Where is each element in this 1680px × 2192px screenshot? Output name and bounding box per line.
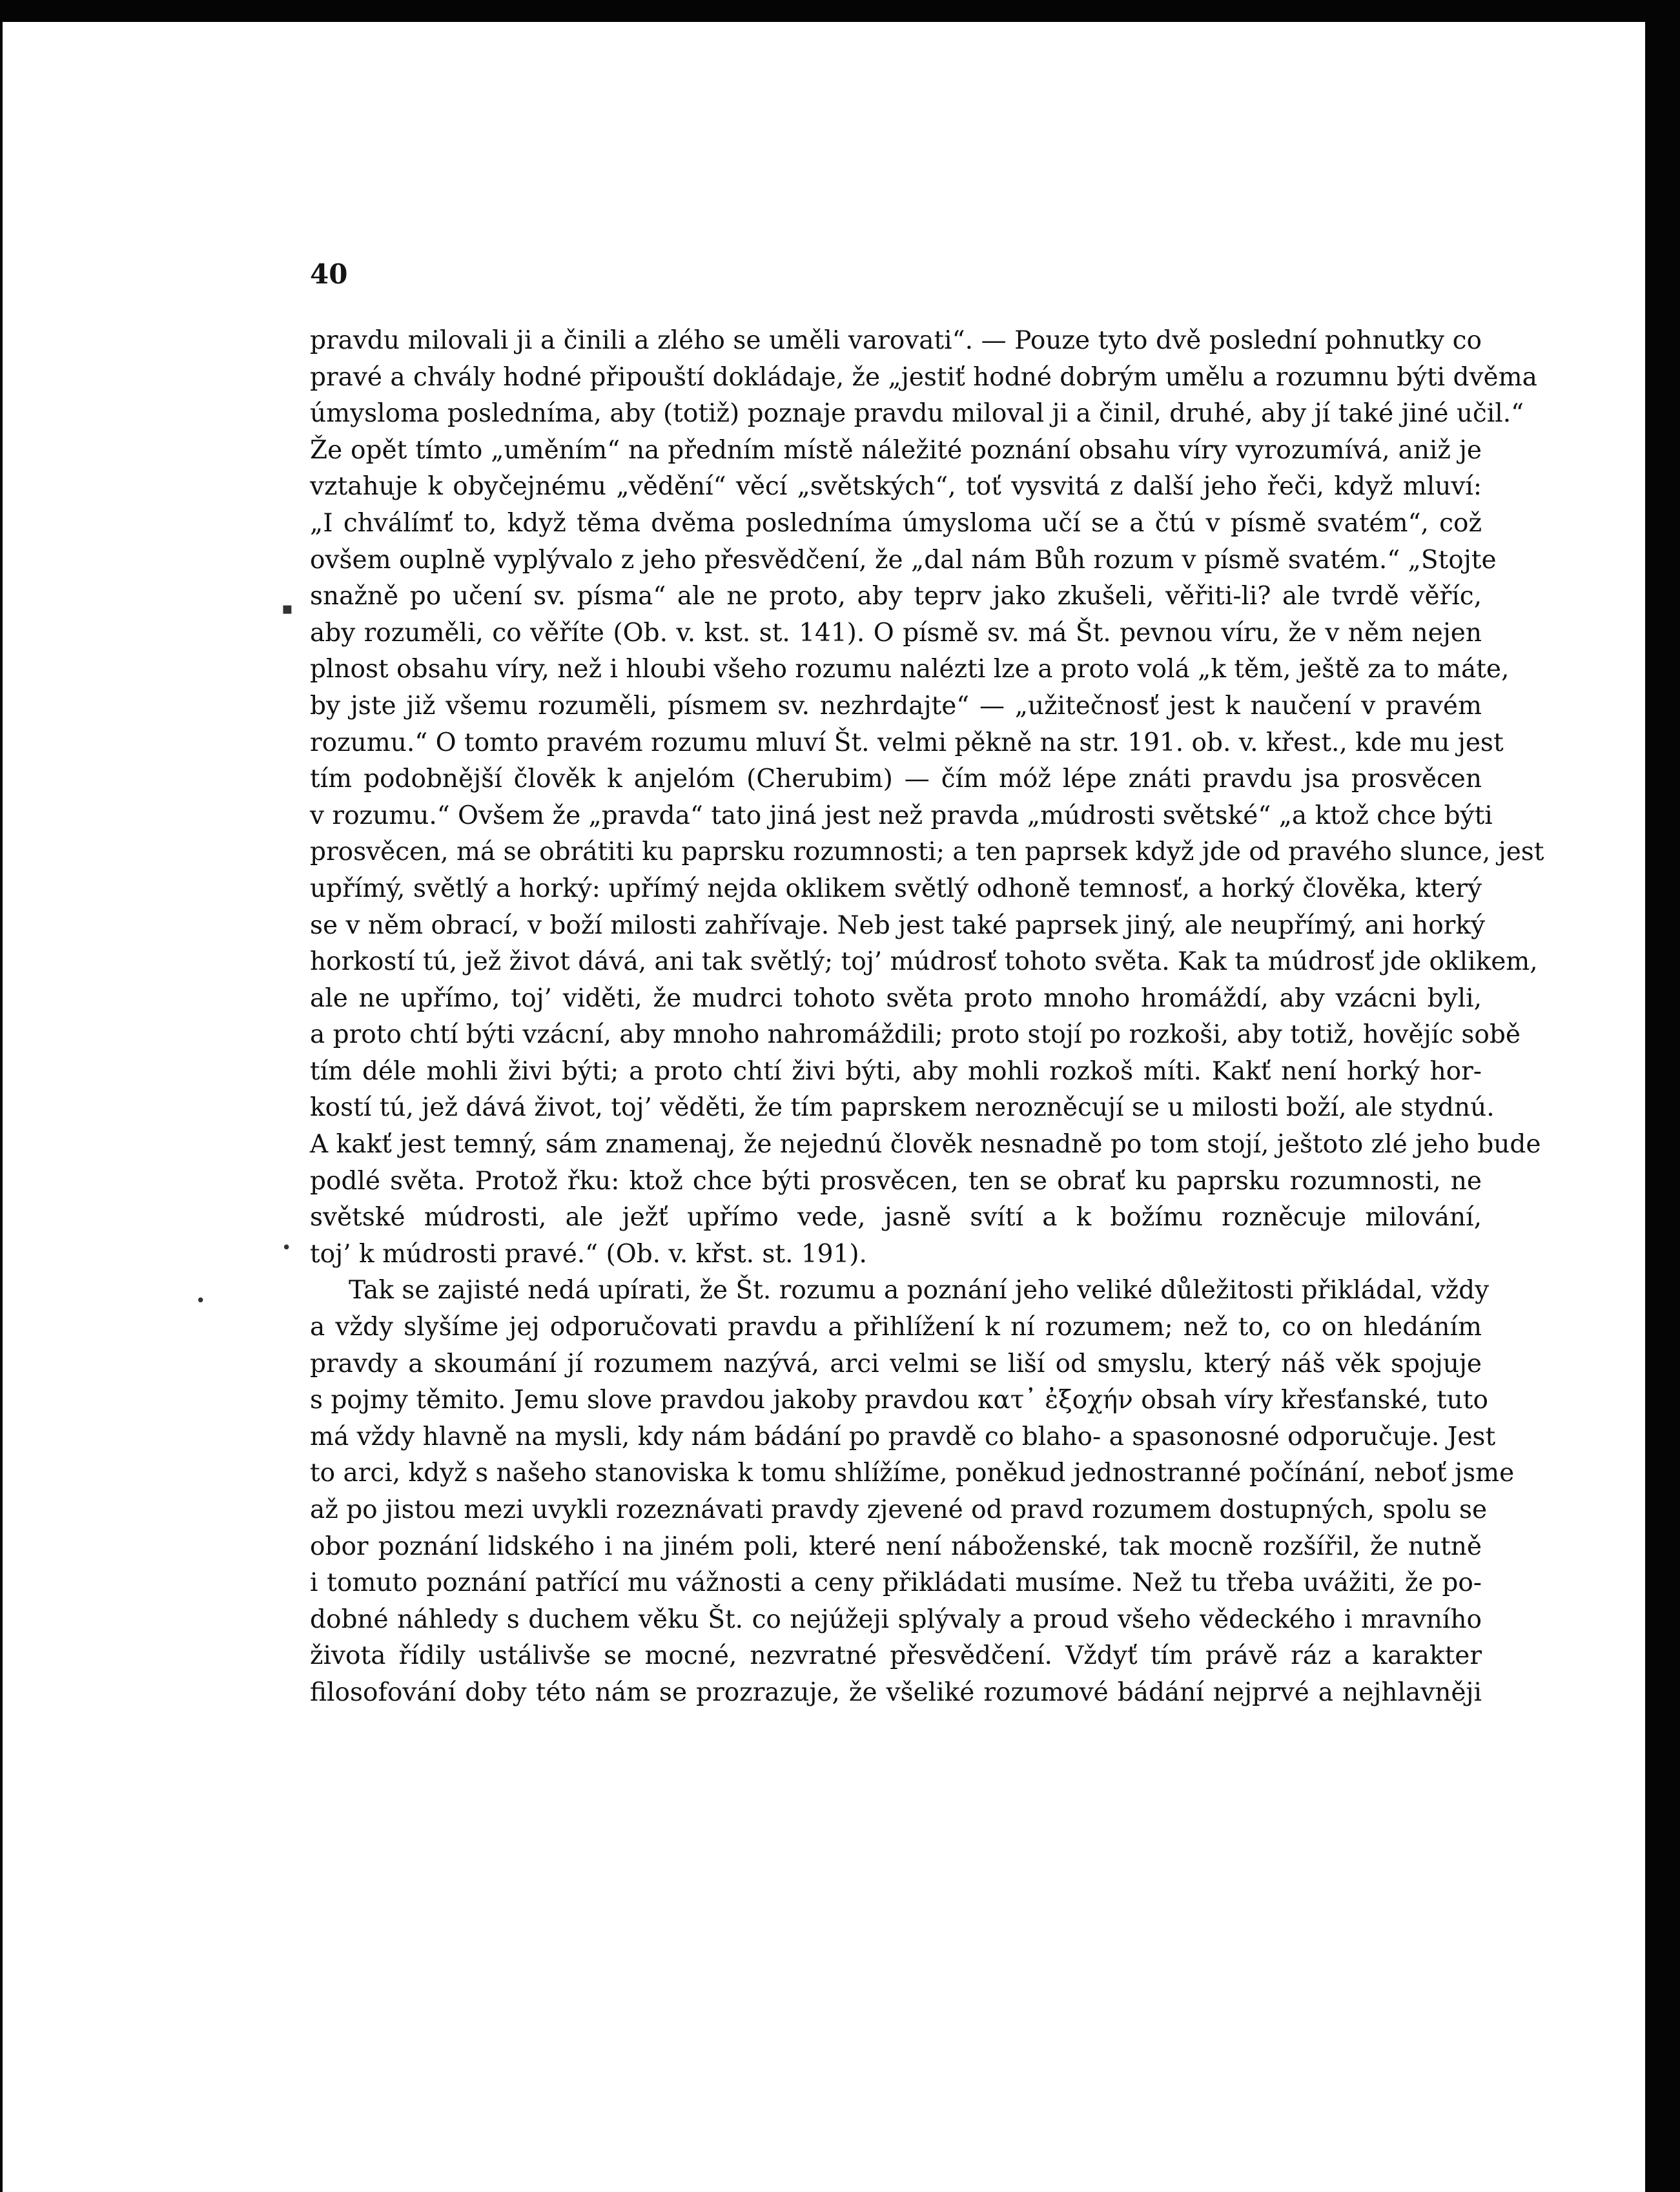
text-line: Že opět tímto „uměním“ na předním místě náležité poznání obsahu víry vyrozumívá, aniž je	[310, 435, 1482, 465]
text-line: pravdu milovali ji a činili a zlého se uměli varovati“. — Pouze tyto dvě poslední pohnutky co	[310, 326, 1482, 355]
text-line: aby rozuměli, co věříte (Ob. v. kst. st. 141). O písmě sv. má Št. pevnou víru, že v něm nejen	[310, 618, 1482, 648]
text-line: až po jistou mezi uvykli rozeznávati pravdy zjevené od pravd rozumem dostupných, spolu se	[310, 1495, 1488, 1524]
text-line: plnost obsahu víry, než i hloubi všeho rozumu nalézti lze a proto volá „k těm, ještě za to máte,	[310, 655, 1510, 684]
text-line: toj’ k múdrosti pravé.“ (Ob. v. křst. st. 191).	[310, 1239, 867, 1269]
text-line: snažně po učení sv. písma“ ale ne proto, aby teprv jako zkušeli, věřiti-li? ale tvrdě věříc,	[310, 582, 1482, 611]
text-line: filosofování doby této nám se prozrazuje, že všeliké rozumové bádání nejprvé a nejhlavněji	[310, 1677, 1482, 1707]
text-line: pravdy a skoumání jí rozumem nazývá, arci velmi se liší od smyslu, který náš věk spojuje	[310, 1349, 1482, 1378]
text-line: horkostí tú, jež život dává, ani tak světlý; toj’ múdrosť tohoto světa. Kak ta múdrosť jde oklikem,	[310, 947, 1538, 977]
text-line: i tomuto poznání patřící mu vážnosti a ceny přikládati musíme. Než tu třeba uvážiti, že po-	[310, 1568, 1482, 1598]
text-line: s pojmy těmito. Jemu slove pravdou jakoby pravdou κατ᾽ ἐξοχήν obsah víry křesťanské, tuto	[310, 1386, 1488, 1415]
text-line: dobné náhledy s duchem věku Št. co nejúžeji splývaly a proud všeho vědeckého i mravního	[310, 1604, 1482, 1634]
scan-border-top	[0, 0, 1680, 22]
text-line: a vždy slyšíme jej odporučovati pravdu a přihlížení k ní rozumem; než to, co on hledáním	[310, 1313, 1482, 1342]
paragraph	[310, 1273, 1515, 1711]
scan-border-right	[1645, 0, 1680, 2192]
text-line: v rozumu.“ Ovšem že „pravda“ tato jiná jest než pravda „múdrosti světské“ „a ktož chce býti	[310, 801, 1493, 830]
paragraph	[310, 323, 1544, 1273]
text-line: by jste již všemu rozuměli, písmem sv. nezhrdajte“ — „užitečnosť jest k naučení v pravém	[310, 691, 1482, 721]
text-line: života řídily ustálivše se mocné, nezvratné přesvědčení. Vždyť tím právě ráz a karakter	[310, 1641, 1482, 1671]
text-line: „I chválímť to, když těma dvěma posledníma úmysloma učí se a čtú v písmě svatém“, což	[310, 508, 1482, 538]
page-number: 40	[310, 258, 348, 290]
text-line: a proto chtí býti vzácní, aby mnoho nahromáždili; proto stojí po rozkoši, aby totiž, hovějíc sobě	[310, 1020, 1521, 1050]
text-line: kostí tú, jež dává život, toj’ věděti, že tím paprskem nerozněcují se u milosti boží, ale stydnú.	[310, 1093, 1495, 1123]
text-line: ale ne upřímo, toj’ viděti, že mudrci tohoto světa proto mnoho hromáždí, aby vzácni byli,	[310, 983, 1482, 1013]
margin-mark: •	[196, 1291, 206, 1311]
margin-mark: ▪	[282, 599, 293, 619]
text-line: tím déle mohli živi býti; a proto chtí živi býti, aby mohli rozkoš míti. Kakť není horký hor-	[310, 1056, 1482, 1086]
text-line: pravé a chvály hodné připouští dokládaje, že „jestiť hodné dobrým umělu a rozumnu býti dvěma	[310, 362, 1537, 392]
body-text	[310, 323, 1544, 1712]
text-line: tím podobnější člověk k anjelóm (Cherubim) — čím móž lépe znáti pravdu jsa prosvěcen	[310, 764, 1482, 794]
text-line: se v něm obrací, v boží milosti zahřívaje. Neb jest také paprsek jiný, ale neupřímý, ani horký	[310, 910, 1485, 940]
text-line: úmysloma posledníma, aby (totiž) poznaje pravdu miloval ji a činil, druhé, aby jí také jiné učil.“	[310, 399, 1524, 429]
text-line: vztahuje k obyčejnému „vědění“ věcí „světských“, toť vysvitá z další jeho řeči, když mluví:	[310, 472, 1482, 502]
text-line: A kakť jest temný, sám znamenaj, že nejednú člověk nesnadně po tom stojí, ještoto zlé jeho bude	[310, 1130, 1541, 1160]
text-line: světské múdrosti, ale ježť upřímo vede, jasně svítí a k božímu rozněcuje milování,	[310, 1203, 1482, 1233]
text-line: má vždy hlavně na mysli, kdy nám bádání po pravdě co blaho- a spasonosné odporučuje. Jest	[310, 1422, 1496, 1451]
text-line: prosvěcen, má se obrátiti ku paprsku rozumnosti; a ten paprsek když jde od pravého slunce, jest	[310, 837, 1544, 867]
scan-border-left	[0, 0, 3, 2192]
text-line: upřímý, světlý a horký: upřímý nejda oklikem světlý odhoně temnosť, a horký člověka, který	[310, 874, 1482, 903]
text-line: podlé světa. Protož řku: ktož chce býti prosvěcen, ten se obrať ku paprsku rozumnosti, ne	[310, 1166, 1482, 1196]
text-line: ovšem ouplně vyplývalo z jeho přesvědčení, že „dal nám Bůh rozum v písmě svatém.“ „Stojte	[310, 545, 1497, 575]
text-line: obor poznání lidského i na jiném poli, které není náboženské, tak mocně rozšířil, že nutně	[310, 1531, 1482, 1561]
text-line: Tak se zajisté nedá upírati, že Št. rozumu a poznání jeho veliké důležitosti přikládal, vždy	[349, 1276, 1490, 1306]
text-line: to arci, když s našeho stanoviska k tomu shlížíme, poněkud jednostranné počínání, neboť jsme	[310, 1459, 1515, 1488]
margin-mark: •	[282, 1238, 292, 1258]
text-line: rozumu.“ O tomto pravém rozumu mluví Št. velmi pěkně na str. 191. ob. v. křest., kde mu jest	[310, 728, 1504, 757]
